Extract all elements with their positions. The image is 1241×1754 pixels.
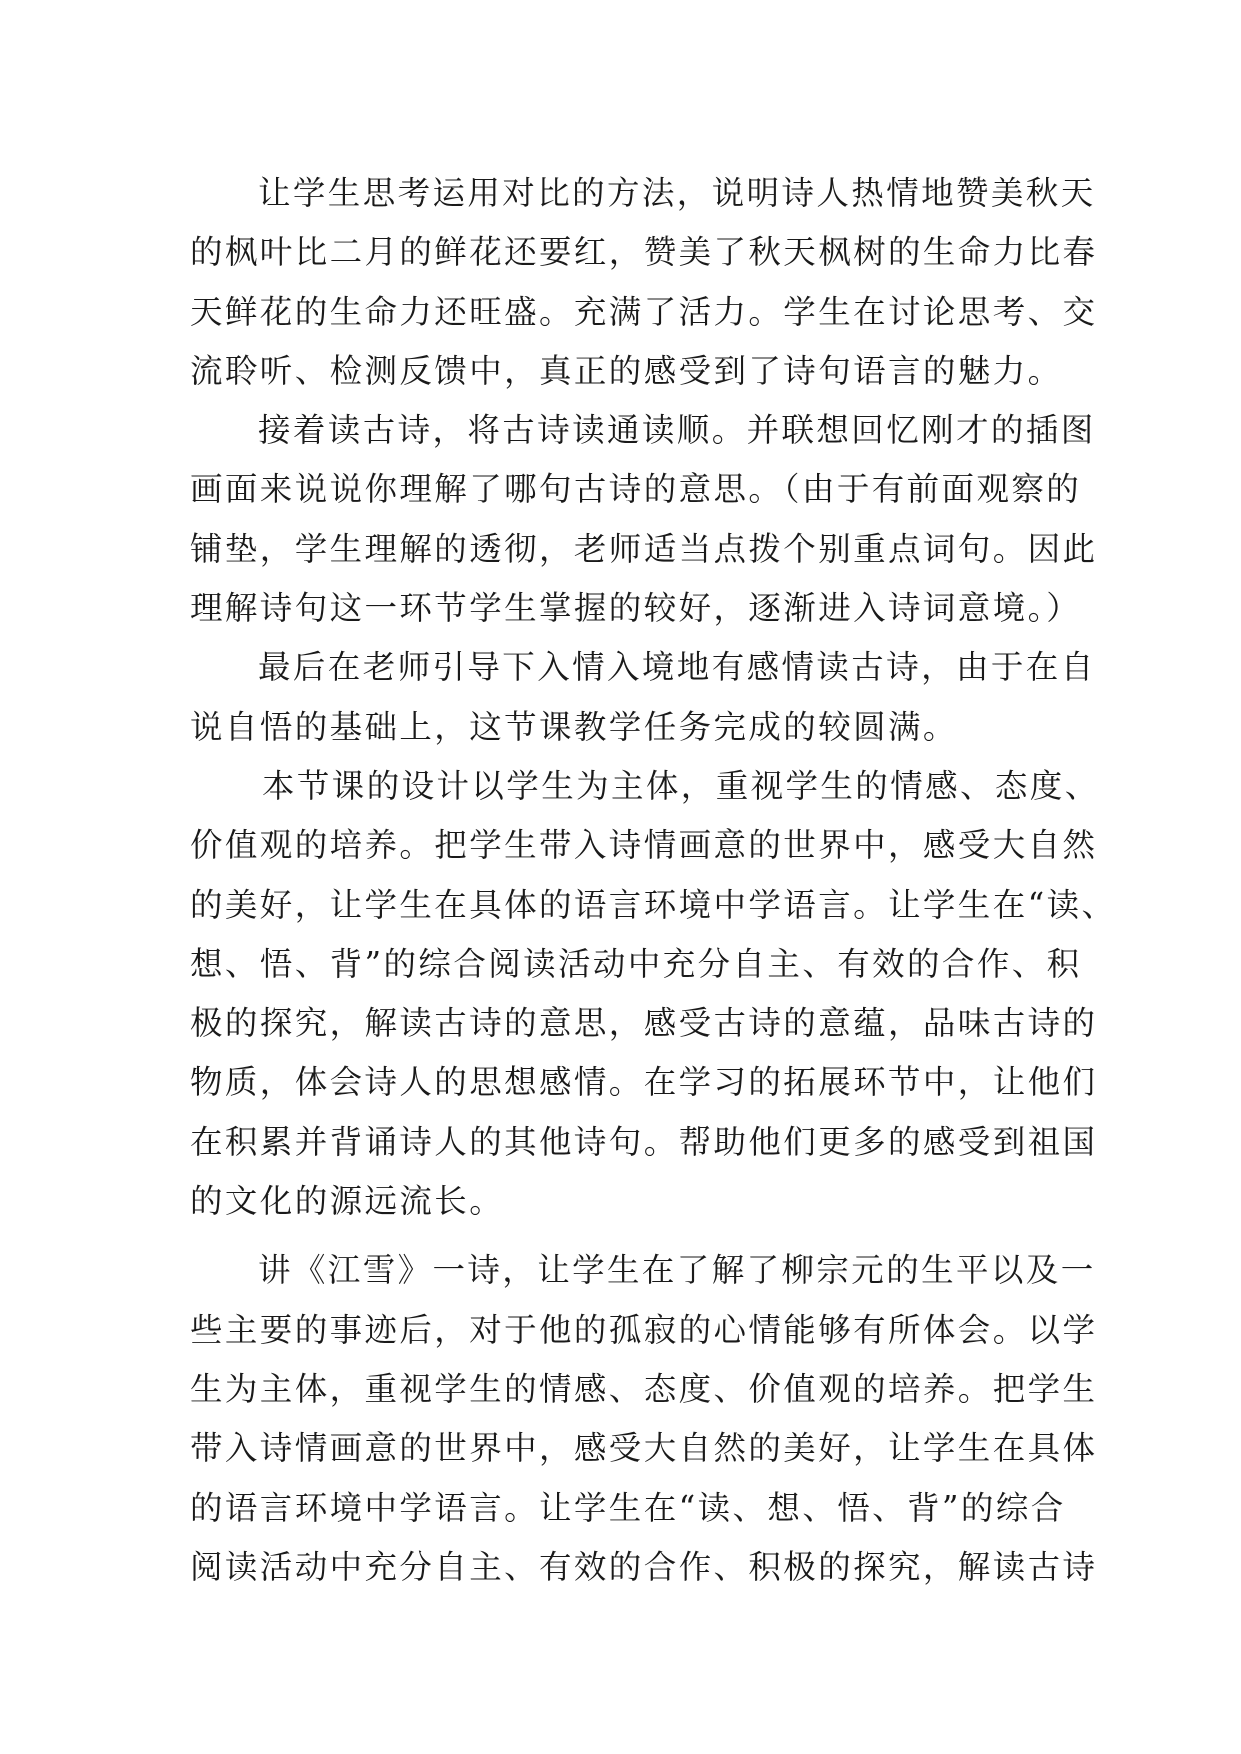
text-line: 生为主体，重视学生的情感、态度、价值观的培养。把学生 — [190, 1369, 1098, 1408]
text-line: 物质，体会诗人的思想感情。在学习的拓展环节中，让他们 — [190, 1063, 1098, 1102]
text-line: 些主要的事迹后，对于他的孤寂的心情能够有所体会。以学 — [190, 1310, 1098, 1349]
text-line: 画面来说说你理解了哪句古诗的意思。（由于有前面观察的 — [190, 470, 1082, 509]
text-line: 本节课的设计以学生为主体，重视学生的情感、态度、 — [262, 766, 1100, 805]
text-line: 的文化的源远流长。 — [190, 1182, 505, 1221]
text-line: 极的探究，解读古诗的意思，感受古诗的意蕴，品味古诗的 — [190, 1004, 1098, 1043]
text-line: 流聆听、检测反馈中，真正的感受到了诗句语言的魅力。 — [190, 351, 1063, 390]
paragraph-spacer — [190, 1231, 1060, 1241]
text-line: 铺垫，学生理解的透彻，老师适当点拨个别重点词句。因此 — [190, 529, 1098, 568]
paragraph — [190, 757, 1117, 1231]
text-line: 的美好，让学生在具体的语言环境中学语言。让学生在“读、 — [190, 885, 1117, 924]
text-line: 价值观的培养。把学生带入诗情画意的世界中，感受大自然 — [190, 826, 1098, 865]
text-line: 理解诗句这一环节学生掌握的较好，逐渐进入诗词意境。） — [190, 589, 1082, 628]
paragraph — [190, 1241, 1098, 1597]
text-line: 讲《江雪》一诗，让学生在了解了柳宗元的生平以及一 — [258, 1251, 1096, 1290]
document-body — [190, 164, 1117, 1597]
paragraph — [190, 638, 1096, 757]
paragraph — [190, 401, 1098, 638]
text-line: 阅读活动中充分自主、有效的合作、积极的探究，解读古诗 — [190, 1547, 1098, 1586]
text-line: 想、悟、背”的综合阅读活动中充分自主、有效的合作、积 — [190, 944, 1082, 983]
paragraph — [190, 164, 1098, 401]
text-line: 接着读古诗，将古诗读通读顺。并联想回忆刚才的插图 — [258, 411, 1096, 450]
text-line: 说自悟的基础上，这节课教学任务完成的较圆满。 — [190, 707, 958, 746]
text-line: 让学生思考运用对比的方法，说明诗人热情地赞美秋天 — [258, 174, 1096, 212]
text-line: 带入诗情画意的世界中，感受大自然的美好，让学生在具体 — [190, 1429, 1098, 1468]
text-line: 的枫叶比二月的鲜花还要红，赞美了秋天枫树的生命力比春 — [190, 233, 1098, 272]
text-line: 在积累并背诵诗人的其他诗句。帮助他们更多的感受到祖国 — [190, 1122, 1098, 1161]
text-line: 天鲜花的生命力还旺盛。充满了活力。学生在讨论思考、交 — [190, 292, 1098, 331]
text-line: 的语言环境中学语言。让学生在“读、想、悟、背”的综合 — [190, 1488, 1066, 1527]
text-line: 最后在老师引导下入情入境地有感情读古诗，由于在自 — [258, 648, 1096, 687]
